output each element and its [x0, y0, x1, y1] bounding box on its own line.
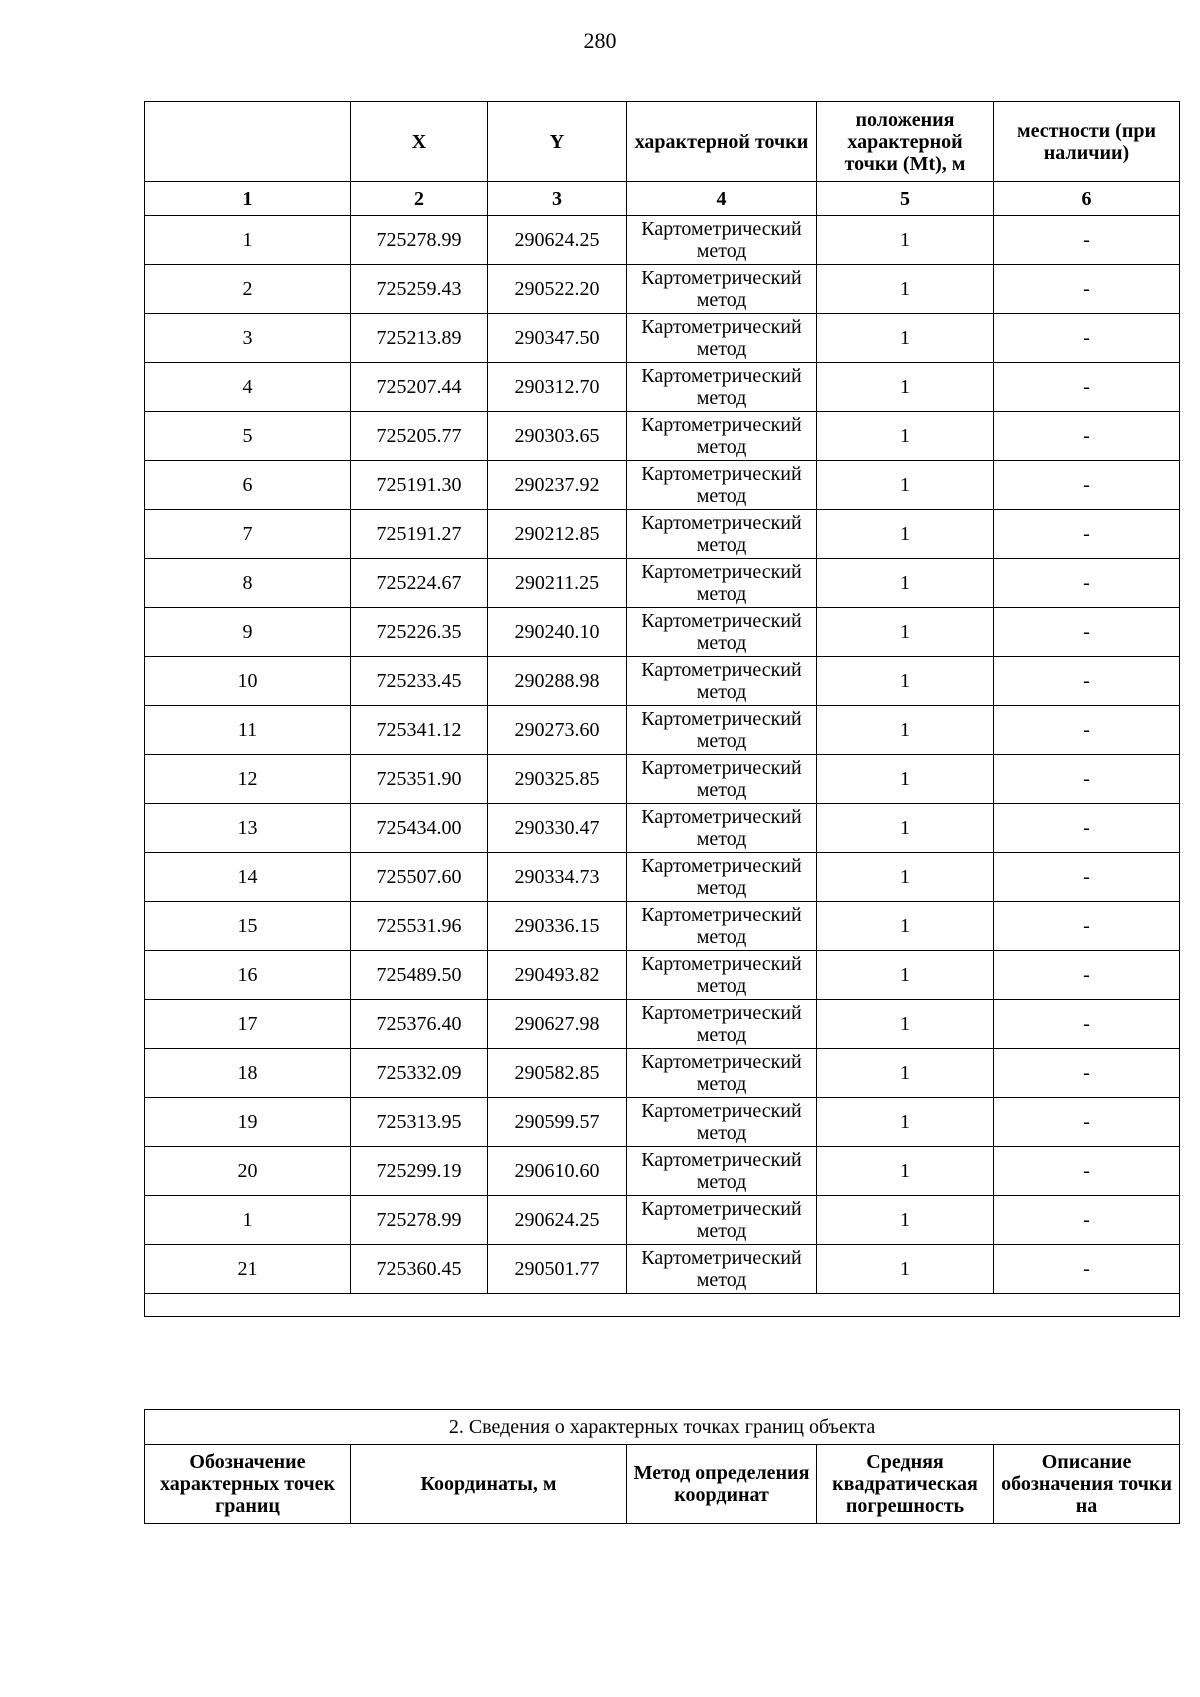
method-cell: Картометрический метод: [627, 1000, 817, 1049]
boundary-points-table: [144, 1409, 1180, 1524]
error-cell: 1: [817, 510, 994, 559]
point-number-cell: 13: [145, 804, 351, 853]
method-cell: Картометрический метод: [627, 265, 817, 314]
header-cell-error: Средняя квадратическая погрешность: [817, 1445, 994, 1524]
description-cell: -: [994, 265, 1180, 314]
x-coordinate-cell: 725341.12: [351, 706, 488, 755]
method-cell: Картометрический метод: [627, 706, 817, 755]
column-number: 2: [351, 182, 488, 216]
table-row: [145, 657, 1180, 706]
point-number-cell: 6: [145, 461, 351, 510]
method-cell: Картометрический метод: [627, 657, 817, 706]
error-cell: 1: [817, 706, 994, 755]
table-row: [145, 1196, 1180, 1245]
table-row: [145, 510, 1180, 559]
x-coordinate-cell: 725531.96: [351, 902, 488, 951]
x-coordinate-cell: 725205.77: [351, 412, 488, 461]
y-coordinate-cell: 290334.73: [488, 853, 627, 902]
y-coordinate-cell: 290211.25: [488, 559, 627, 608]
error-cell: 1: [817, 755, 994, 804]
method-cell: Картометрический метод: [627, 412, 817, 461]
point-number-cell: 20: [145, 1147, 351, 1196]
method-cell: Картометрический метод: [627, 1196, 817, 1245]
y-coordinate-cell: 290610.60: [488, 1147, 627, 1196]
description-cell: -: [994, 1000, 1180, 1049]
description-cell: -: [994, 706, 1180, 755]
x-coordinate-cell: 725278.99: [351, 1196, 488, 1245]
method-cell: Картометрический метод: [627, 902, 817, 951]
x-coordinate-cell: 725332.09: [351, 1049, 488, 1098]
method-cell: Картометрический метод: [627, 1245, 817, 1294]
point-number-cell: 7: [145, 510, 351, 559]
column-number: 1: [145, 182, 351, 216]
description-cell: -: [994, 1147, 1180, 1196]
method-cell: Картометрический метод: [627, 951, 817, 1000]
method-cell: Картометрический метод: [627, 1049, 817, 1098]
table-row: [145, 363, 1180, 412]
method-cell: Картометрический метод: [627, 1098, 817, 1147]
x-coordinate-cell: 725259.43: [351, 265, 488, 314]
x-coordinate-cell: 725278.99: [351, 216, 488, 265]
table-row: [145, 314, 1180, 363]
x-coordinate-cell: 725313.95: [351, 1098, 488, 1147]
x-coordinate-cell: 725207.44: [351, 363, 488, 412]
column-number: 5: [817, 182, 994, 216]
error-cell: 1: [817, 1049, 994, 1098]
description-cell: -: [994, 755, 1180, 804]
method-cell: Картометрический метод: [627, 363, 817, 412]
table-row: [145, 1049, 1180, 1098]
table-row: [145, 755, 1180, 804]
header-cell-error: положения характерной точки (Mt), м: [817, 102, 994, 182]
table-row: [145, 559, 1180, 608]
error-cell: 1: [817, 1000, 994, 1049]
description-cell: -: [994, 853, 1180, 902]
y-coordinate-cell: 290624.25: [488, 216, 627, 265]
method-cell: Картометрический метод: [627, 510, 817, 559]
column-number: 6: [994, 182, 1180, 216]
error-cell: 1: [817, 657, 994, 706]
method-cell: Картометрический метод: [627, 461, 817, 510]
x-coordinate-cell: 725191.27: [351, 510, 488, 559]
header-cell-description: местности (при наличии): [994, 102, 1180, 182]
y-coordinate-cell: 290627.98: [488, 1000, 627, 1049]
y-coordinate-cell: 290303.65: [488, 412, 627, 461]
description-cell: -: [994, 804, 1180, 853]
point-number-cell: 14: [145, 853, 351, 902]
x-coordinate-cell: 725299.19: [351, 1147, 488, 1196]
x-coordinate-cell: 725226.35: [351, 608, 488, 657]
header-cell-point-designation: Обозначение характерных точек границ: [145, 1445, 351, 1524]
point-number-cell: 9: [145, 608, 351, 657]
method-cell: Картометрический метод: [627, 804, 817, 853]
error-cell: 1: [817, 314, 994, 363]
description-cell: -: [994, 608, 1180, 657]
x-coordinate-cell: 725213.89: [351, 314, 488, 363]
point-number-cell: 10: [145, 657, 351, 706]
method-cell: Картометрический метод: [627, 559, 817, 608]
x-coordinate-cell: 725224.67: [351, 559, 488, 608]
x-coordinate-cell: 725191.30: [351, 461, 488, 510]
point-number-cell: 2: [145, 265, 351, 314]
description-cell: -: [994, 510, 1180, 559]
method-cell: Картометрический метод: [627, 314, 817, 363]
y-coordinate-cell: 290325.85: [488, 755, 627, 804]
error-cell: 1: [817, 951, 994, 1000]
column-number: 4: [627, 182, 817, 216]
y-coordinate-cell: 290273.60: [488, 706, 627, 755]
header-cell-y: Y: [488, 102, 627, 182]
error-cell: 1: [817, 1098, 994, 1147]
description-cell: -: [994, 363, 1180, 412]
header-cell-x: X: [351, 102, 488, 182]
description-cell: -: [994, 559, 1180, 608]
error-cell: 1: [817, 804, 994, 853]
y-coordinate-cell: 290288.98: [488, 657, 627, 706]
x-coordinate-cell: 725376.40: [351, 1000, 488, 1049]
description-cell: -: [994, 461, 1180, 510]
header-cell-description: Описание обозначения точки на: [994, 1445, 1180, 1524]
error-cell: 1: [817, 461, 994, 510]
point-number-cell: 21: [145, 1245, 351, 1294]
table-row: [145, 804, 1180, 853]
header-cell-coordinates: Координаты, м: [351, 1445, 627, 1524]
table-row: [145, 951, 1180, 1000]
x-coordinate-cell: 725233.45: [351, 657, 488, 706]
description-cell: -: [994, 314, 1180, 363]
header-cell-method: Метод определения координат: [627, 1445, 817, 1524]
table-row: [145, 1000, 1180, 1049]
table-row: [145, 853, 1180, 902]
point-number-cell: 1: [145, 216, 351, 265]
y-coordinate-cell: 290212.85: [488, 510, 627, 559]
description-cell: -: [994, 216, 1180, 265]
y-coordinate-cell: 290493.82: [488, 951, 627, 1000]
y-coordinate-cell: 290330.47: [488, 804, 627, 853]
description-cell: -: [994, 657, 1180, 706]
error-cell: 1: [817, 363, 994, 412]
table-header-row: [145, 102, 1180, 182]
column-number: 3: [488, 182, 627, 216]
table-row: [145, 216, 1180, 265]
header-cell: [145, 102, 351, 182]
y-coordinate-cell: 290237.92: [488, 461, 627, 510]
coordinates-table: [144, 101, 1180, 1317]
method-cell: Картометрический метод: [627, 1147, 817, 1196]
point-number-cell: 4: [145, 363, 351, 412]
table-row: [145, 1098, 1180, 1147]
page-number: 280: [583, 28, 617, 53]
error-cell: 1: [817, 608, 994, 657]
description-cell: -: [994, 412, 1180, 461]
table-row: [145, 265, 1180, 314]
table-row: [145, 1147, 1180, 1196]
table-row: [145, 706, 1180, 755]
table-row: [145, 608, 1180, 657]
x-coordinate-cell: 725434.00: [351, 804, 488, 853]
y-coordinate-cell: 290312.70: [488, 363, 627, 412]
point-number-cell: 8: [145, 559, 351, 608]
point-number-cell: 5: [145, 412, 351, 461]
error-cell: 1: [817, 559, 994, 608]
y-coordinate-cell: 290624.25: [488, 1196, 627, 1245]
table-row: [145, 412, 1180, 461]
x-coordinate-cell: 725489.50: [351, 951, 488, 1000]
error-cell: 1: [817, 1196, 994, 1245]
y-coordinate-cell: 290336.15: [488, 902, 627, 951]
empty-footer-cell: [145, 1294, 1180, 1317]
point-number-cell: 15: [145, 902, 351, 951]
description-cell: -: [994, 951, 1180, 1000]
point-number-cell: 12: [145, 755, 351, 804]
description-cell: -: [994, 1049, 1180, 1098]
x-coordinate-cell: 725360.45: [351, 1245, 488, 1294]
point-number-cell: 18: [145, 1049, 351, 1098]
error-cell: 1: [817, 1147, 994, 1196]
error-cell: 1: [817, 216, 994, 265]
y-coordinate-cell: 290347.50: [488, 314, 627, 363]
y-coordinate-cell: 290501.77: [488, 1245, 627, 1294]
description-cell: -: [994, 902, 1180, 951]
error-cell: 1: [817, 265, 994, 314]
error-cell: 1: [817, 1245, 994, 1294]
description-cell: -: [994, 1196, 1180, 1245]
empty-footer-row: [145, 1294, 1180, 1317]
point-number-cell: 1: [145, 1196, 351, 1245]
table-row: [145, 902, 1180, 951]
point-number-cell: 19: [145, 1098, 351, 1147]
point-number-cell: 17: [145, 1000, 351, 1049]
table-row: [145, 1245, 1180, 1294]
error-cell: 1: [817, 902, 994, 951]
description-cell: -: [994, 1098, 1180, 1147]
error-cell: 1: [817, 853, 994, 902]
y-coordinate-cell: 290599.57: [488, 1098, 627, 1147]
header-cell-method: характерной точки: [627, 102, 817, 182]
method-cell: Картометрический метод: [627, 608, 817, 657]
x-coordinate-cell: 725351.90: [351, 755, 488, 804]
point-number-cell: 16: [145, 951, 351, 1000]
y-coordinate-cell: 290240.10: [488, 608, 627, 657]
y-coordinate-cell: 290522.20: [488, 265, 627, 314]
x-coordinate-cell: 725507.60: [351, 853, 488, 902]
point-number-cell: 11: [145, 706, 351, 755]
method-cell: Картометрический метод: [627, 853, 817, 902]
column-number-row: [145, 182, 1180, 216]
method-cell: Картометрический метод: [627, 216, 817, 265]
table-caption: 2. Сведения о характерных точках границ объекта: [145, 1410, 1180, 1445]
point-number-cell: 3: [145, 314, 351, 363]
table-header-row: [145, 1445, 1180, 1524]
table-row: [145, 461, 1180, 510]
y-coordinate-cell: 290582.85: [488, 1049, 627, 1098]
table-caption-row: [145, 1410, 1180, 1445]
method-cell: Картометрический метод: [627, 755, 817, 804]
description-cell: -: [994, 1245, 1180, 1294]
error-cell: 1: [817, 412, 994, 461]
